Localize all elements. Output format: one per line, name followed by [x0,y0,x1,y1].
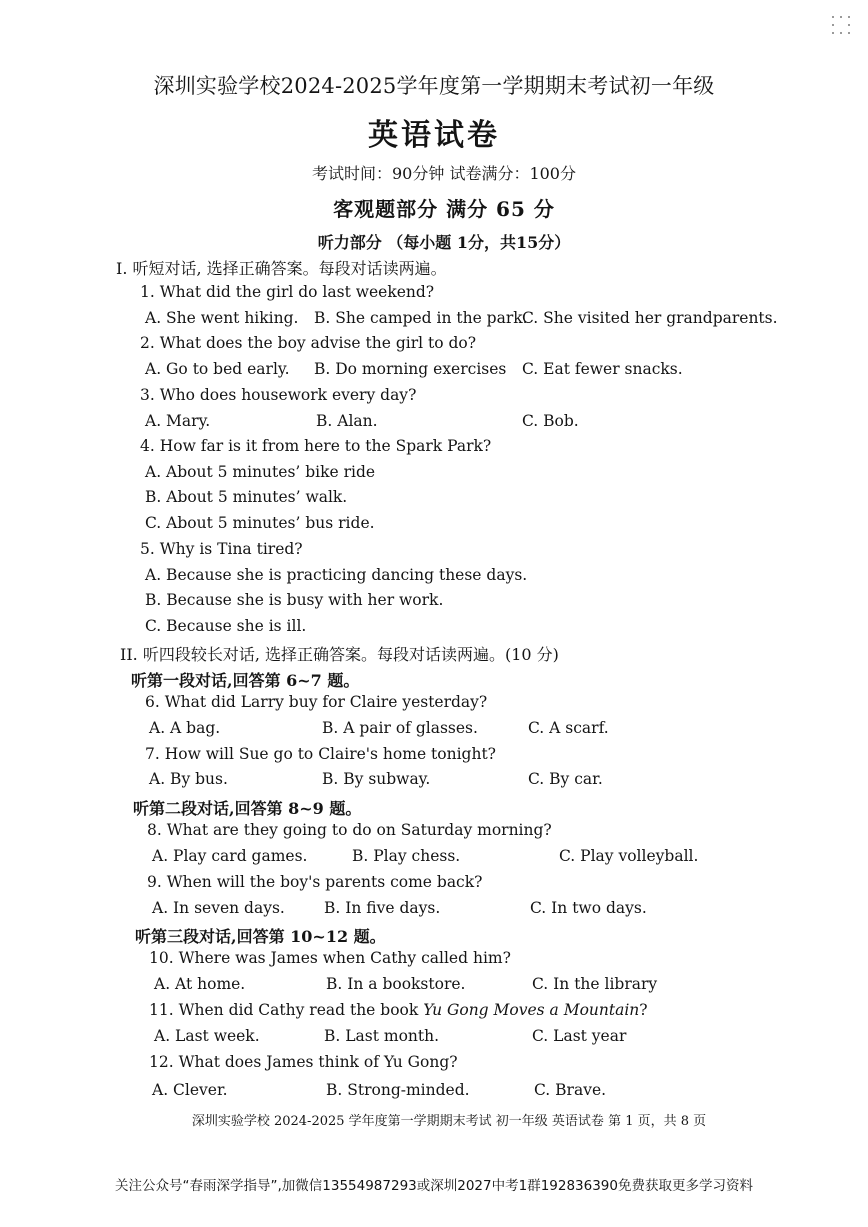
question-8: 8. What are they going to do on Saturday morning? [147,821,552,839]
dialogue-3-heading: 听第三段对话,回答第 10~12 题。 [135,927,386,946]
option-12b: B. Strong-minded. [326,1081,470,1099]
option-6a: A. A bag. [149,719,221,737]
objective-part-heading: 客观题部分 满分 65 分 [333,197,555,221]
option-2c: C. Eat fewer snacks. [522,360,683,378]
exam-title: 深圳实验学校2024-2025学年度第一学期期末考试初一年级 [153,74,715,98]
option-11b: B. Last month. [324,1027,440,1045]
option-10c: C. In the library [532,975,658,993]
option-8c: C. Play volleyball. [559,847,699,865]
dialogue-2-heading: 听第二段对话,回答第 8~9 题。 [133,799,362,818]
question-5: 5. Why is Tina tired? [140,540,303,558]
option-7b: B. By subway. [322,770,431,788]
question-2: 2. What does the boy advise the girl to do? [140,334,477,352]
option-4a: A. About 5 minutes’ bike ride [145,463,376,481]
option-4b: B. About 5 minutes’ walk. [145,488,348,506]
question-11-text: 11. When did Cathy read the book [149,1001,424,1019]
question-7: 7. How will Sue go to Claire's home tonight? [145,745,496,763]
page-footer: 深圳实验学校 2024-2025 学年度第一学期期末考试 初一年级 英语试卷 第 1 页，共 8 页 [191,1114,707,1129]
question-1: 1. What did the girl do last weekend? [140,283,435,301]
option-5c: C. Because she is ill. [145,617,307,635]
option-6b: B. A pair of glasses. [322,719,478,737]
option-10a: A. At home. [154,975,246,993]
scan-mark-icon [830,14,856,40]
question-4: 4. How far is it from here to the Spark Park? [140,437,492,455]
question-12: 12. What does James think of Yu Gong? [149,1053,458,1071]
question-6: 6. What did Larry buy for Claire yesterday? [145,693,488,711]
option-12a: A. Clever. [152,1081,228,1099]
listening-part-heading: 听力部分 （每小题 1分，共15分） [317,233,571,252]
option-9b: B. In five days. [324,899,441,917]
promo-line: 关注公众号“春雨深学指导”,加微信13554987293或深圳2027中考1群192836390免费获取更多学习资料 [114,1178,753,1194]
option-3a: A. Mary. [145,412,211,430]
option-5a: A. Because she is practicing dancing these days. [145,566,528,584]
option-10b: B. In a bookstore. [326,975,466,993]
option-2b: B. Do morning exercises [314,360,507,378]
option-1b: B. She camped in the park. [314,309,528,327]
option-6c: C. A scarf. [528,719,609,737]
section-1-heading: I. 听短对话, 选择正确答案。每段对话读两遍。 [116,259,447,278]
option-3b: B. Alan. [316,412,378,430]
option-1c: C. She visited her grandparents. [522,309,778,327]
question-3: 3. Who does housework every day? [140,386,417,404]
option-3c: C. Bob. [522,412,579,430]
option-2a: A. Go to bed early. [145,360,290,378]
question-11 [149,1001,648,1019]
section-2-heading: II. 听四段较长对话, 选择正确答案。每段对话读两遍。(10 分) [120,645,559,664]
option-1a: A. She went hiking. [145,309,299,327]
dialogue-1-heading: 听第一段对话,回答第 6~7 题。 [131,671,360,690]
option-11c: C. Last year [532,1027,627,1045]
question-10: 10. Where was James when Cathy called him? [149,949,511,967]
book-title: Yu Gong Moves a Mountain [423,1001,640,1019]
exam-info: 考试时间：90分钟 试卷满分：100分 [312,164,576,183]
option-8a: A. Play card games. [152,847,308,865]
option-8b: B. Play chess. [352,847,461,865]
option-4c: C. About 5 minutes’ bus ride. [145,514,375,532]
option-7a: A. By bus. [149,770,228,788]
option-12c: C. Brave. [534,1081,607,1099]
option-11a: A. Last week. [154,1027,260,1045]
option-7c: C. By car. [528,770,603,788]
option-9a: A. In seven days. [152,899,285,917]
option-5b: B. Because she is busy with her work. [145,591,444,609]
question-11-mark: ? [639,1001,648,1019]
exam-subtitle: 英语试卷 [368,118,500,153]
option-9c: C. In two days. [530,899,647,917]
question-9: 9. When will the boy's parents come back? [147,873,483,891]
